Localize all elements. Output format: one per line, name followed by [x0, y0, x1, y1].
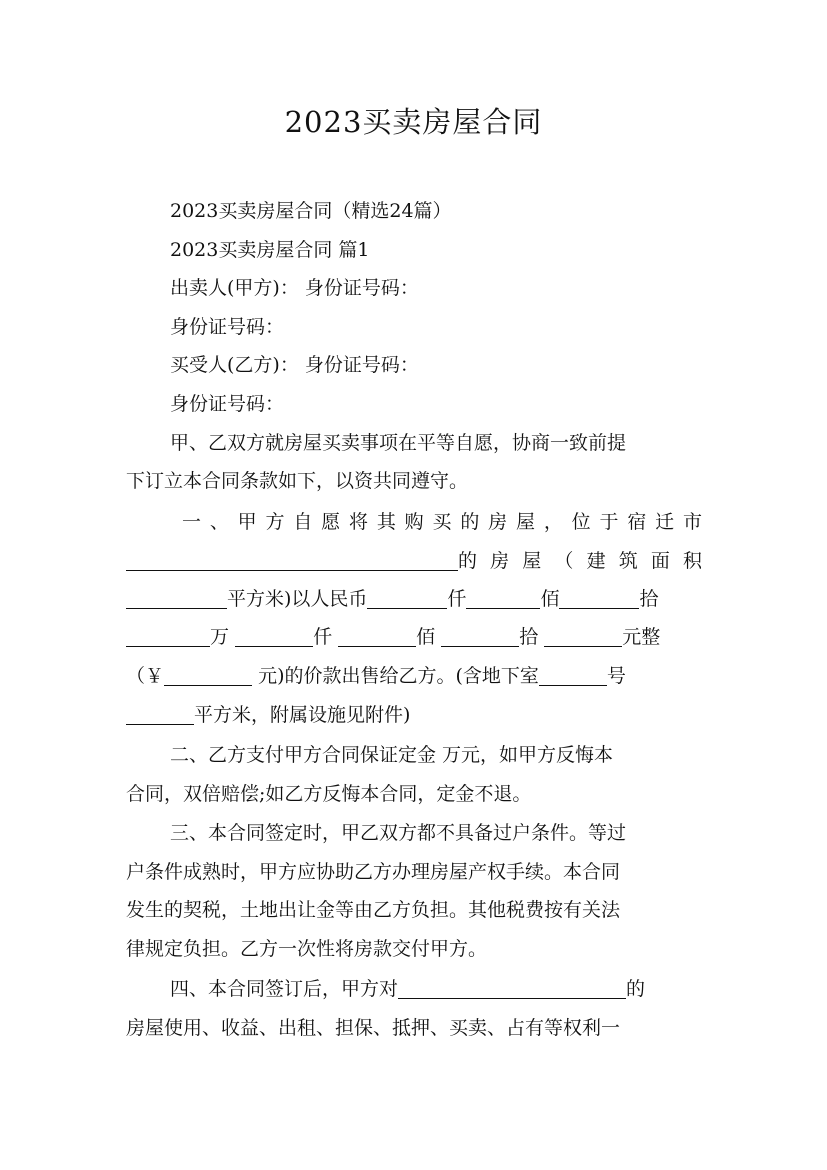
clause-2-line-1: 二、乙方支付甲方合同保证定金 万元，如甲方反悔本: [170, 744, 614, 766]
ten-blank-2[interactable]: [441, 626, 519, 647]
amount-figure-blank[interactable]: [164, 665, 252, 686]
intro-line-2: 下订立本合同条款如下，以资共同遵守。: [126, 470, 469, 492]
clause-1-line-6: [126, 700, 702, 730]
clause-3-line-3: 发生的契税，土地出让金等由乙方负担。其他税费按有关法: [126, 899, 621, 921]
clause-2-line-2: 合同，双倍赔偿;如乙方反悔本合同，定金不退。: [126, 783, 532, 805]
clause-4-line-2: 房屋使用、收益、出租、担保、抵押、买卖、占有等权利一: [126, 1017, 621, 1039]
seller-id-line: 身份证号码：: [170, 316, 285, 338]
unit-ten-2: 拾: [519, 626, 539, 648]
clause-1-text-e: 元)的价款出售给乙方。(含地下室: [258, 665, 539, 687]
buyer-line: 买受人(乙方)： 身份证号码：: [170, 354, 419, 376]
hundred-blank-2[interactable]: [338, 626, 416, 647]
unit-thousand-2: 仟: [313, 626, 333, 648]
clause-4-text-a: 四、本合同签订后，甲方对: [170, 978, 399, 1000]
document-title: 2023买卖房屋合同: [284, 105, 543, 139]
clause-3-line-2: 户条件成熟时，甲方应协助乙方办理房屋产权手续。本合同: [126, 861, 621, 883]
basement-number-blank[interactable]: [539, 665, 607, 686]
clause-1-line-2: [126, 546, 702, 576]
wan-blank[interactable]: [126, 626, 210, 647]
property-blank[interactable]: [398, 978, 626, 999]
unit-thousand: 仟: [447, 588, 467, 610]
price-hundred-blank[interactable]: [466, 588, 540, 609]
clause-1-text-f: 平方米，附属设施见附件): [194, 704, 411, 726]
location-blank[interactable]: [126, 550, 458, 571]
basement-area-blank[interactable]: [126, 704, 194, 725]
clause-4-text-end: 的: [626, 978, 646, 1000]
price-ten-blank[interactable]: [559, 588, 639, 609]
unit-hundred-2: 佰: [416, 626, 436, 648]
buyer-id-line: 身份证号码：: [170, 393, 285, 415]
yuan-blank[interactable]: [544, 626, 622, 647]
clause-1-line-5: [126, 661, 702, 691]
unit-hundred: 佰: [540, 588, 560, 610]
clause-3-line-1: 三、本合同签定时，甲乙双方都不具备过户条件。等过: [170, 822, 627, 844]
thousand-blank-2[interactable]: [235, 626, 313, 647]
clause-4-line-1: [170, 974, 702, 1004]
clause-1-text-c: 平方米)以人民币: [227, 588, 368, 610]
seller-line: 出卖人(甲方)： 身份证号码：: [170, 277, 419, 299]
clause-1-text-b: 的房屋（建筑面积: [458, 550, 702, 572]
unit-wan: 万: [210, 626, 230, 648]
unit-yuan-whole: 元整: [622, 626, 661, 648]
clause-1-line-3: [126, 584, 702, 614]
area-blank[interactable]: [126, 588, 227, 609]
clause-1-line-1: 一、甲方自愿将其购买的房屋，位于宿迁市: [182, 511, 702, 533]
unit-ten: 拾: [639, 588, 659, 610]
intro-line-1: 甲、乙双方就房屋买卖事项在平等自愿，协商一致前提: [170, 432, 627, 454]
unit-hao: 号: [606, 665, 626, 687]
chapter-heading: 2023买卖房屋合同 篇1: [170, 239, 370, 261]
price-thousand-blank[interactable]: [367, 588, 447, 609]
currency-open: （￥: [126, 665, 165, 687]
clause-1-line-4: [126, 622, 702, 652]
document-subtitle: 2023买卖房屋合同（精选24篇）: [170, 200, 452, 222]
clause-3-line-4: 律规定负担。乙方一次性将房款交付甲方。: [126, 938, 488, 960]
